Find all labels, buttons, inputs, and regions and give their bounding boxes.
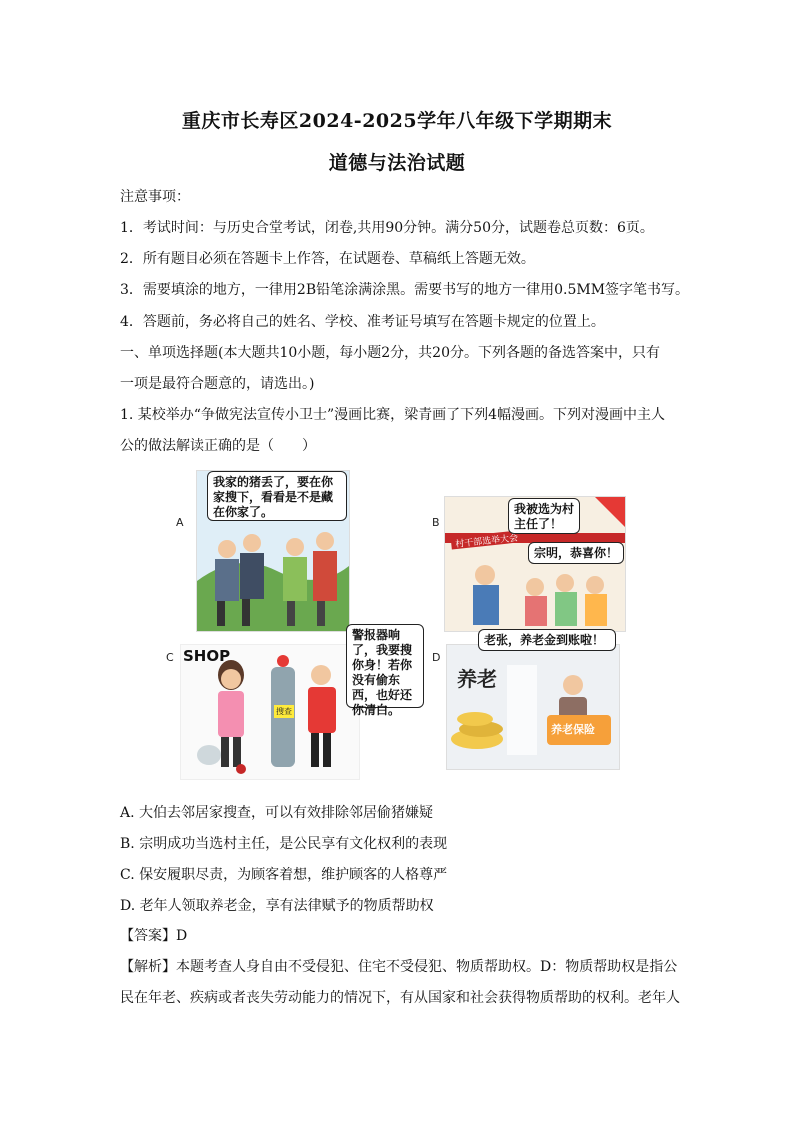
comic-c-speech-bubble: 警报器响了，我要搜你身！若你没有偷东西，也好还你清白。 <box>346 624 424 708</box>
option-c: C. 保安履职尽责，为顾客着想，维护顾客的人格尊严 <box>120 867 448 883</box>
comic-c-shop-sign: SHOP <box>183 647 231 665</box>
notice-item: 3．需要填涂的地方，一律用2B铅笔涂满涂黑。需要书写的地方一律用0.5MM签字笔书写。 <box>120 282 690 298</box>
comic-d <box>446 644 620 770</box>
comic-b-banner: 村干部选举大会 <box>451 529 538 550</box>
comic-b-speech-bubble-2: 宗明，恭喜你！ <box>528 542 624 564</box>
section-heading: 一、单项选择题(本大题共10小题，每小题2分，共20分。下列各题的备选答案中，只有 <box>120 345 660 361</box>
comic-a-speech-bubble: 我家的猪丢了，要在你家搜下，看看是不是藏在你家了。 <box>207 471 347 521</box>
option-d: D. 老年人领取养老金，享有法律赋予的物质帮助权 <box>120 898 434 914</box>
page-subtitle: 道德与法治试题 <box>328 152 466 174</box>
option-b: B. 宗明成功当选村主任，是公民享有文化权利的表现 <box>120 836 448 852</box>
comic-d-sign: 养老 <box>457 667 497 691</box>
question-stem: 1. 某校举办“争做宪法宣传小卫士”漫画比赛，梁青画了下列4幅漫画。下列对漫画中主人 <box>120 407 666 423</box>
comic-d-speech-bubble: 老张，养老金到账啦！ <box>478 629 616 651</box>
analysis-cont: 民在年老、疾病或者丧失劳动能力的情况下，有从国家和社会获得物质帮助的权利。老年人 <box>120 990 680 1006</box>
comic-d-insurance-sign: 养老保险 <box>551 723 595 736</box>
comic-c-label: C <box>166 651 174 664</box>
option-a: A. 大伯去邻居家搜查，可以有效排除邻居偷猪嫌疑 <box>120 805 434 821</box>
answer: 【答案】D <box>120 928 188 944</box>
comic-b-label: B <box>432 516 440 529</box>
notice-item: 1．考试时间：与历史合堂考试，闭卷,共用90分钟。满分50分，试题卷总页数：6页。 <box>120 220 654 236</box>
analysis: 【解析】本题考查人身自由不受侵犯、住宅不受侵犯、物质帮助权。D：物质帮助权是指公 <box>120 959 678 975</box>
notice-item: 2．所有题目必须在答题卡上作答，在试题卷、草稿纸上答题无效。 <box>120 251 535 267</box>
section-heading-cont: 一项是最符合题意的，请选出。) <box>120 376 315 392</box>
question-stem-cont: 公的做法解读正确的是（ ） <box>120 438 316 454</box>
comic-b-speech-bubble-1: 我被选为村主任了！ <box>508 498 580 534</box>
notice-heading: 注意事项： <box>120 189 190 205</box>
comic-c-illustration <box>181 645 359 779</box>
page-title: 重庆市长寿区2024-2025学年八年级下学期期末 <box>181 110 613 132</box>
notice-item: 4．答题前，务必将自己的姓名、学校、准考证号填写在答题卡规定的位置上。 <box>120 314 605 330</box>
comic-a-label: A <box>176 516 184 529</box>
comic-d-label: D <box>432 651 441 664</box>
comic-c-sign: 搜查 <box>276 707 292 716</box>
